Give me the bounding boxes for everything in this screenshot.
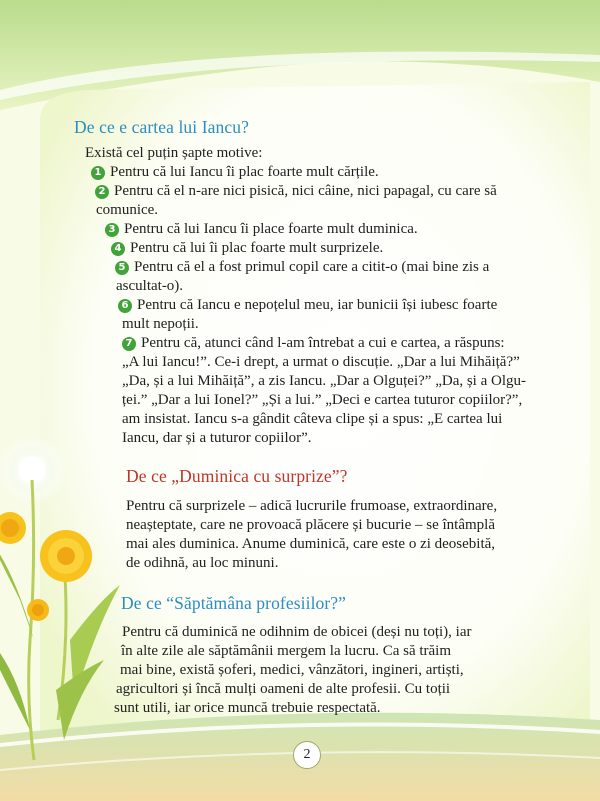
motive-3 [105,220,418,240]
motive-7-line: „A lui Iancu!”. Ce-i drept, a urmat o discuție. „Dar a lui Mihăiță?” [122,354,520,370]
motive-5-continued: ascultat-o). [116,278,184,294]
motive-5 [115,258,489,278]
intro-text: Există cel puțin șapte motive: [85,145,263,161]
motive-text: Pentru că, atunci când l-am întrebat a cui e cartea, a răspuns: [141,335,505,351]
motive-number-badge: 5 [115,261,129,275]
motive-text: Pentru că lui Iancu îi plac foarte mult cărțile. [110,164,379,180]
duminica-line: de odihnă, au loc minuni. [126,555,279,571]
motive-2 [95,182,497,202]
motive-1 [91,163,379,183]
motive-6-continued: mult nepoții. [122,316,199,332]
profesii-line: agricultori și încă mulți oameni de alte profesii. Cu toții [116,681,451,697]
page-number: 2 [293,741,321,769]
motive-7-line: „Da, și a lui Mihăiță”, a zis Iancu. „Dar a Olguței?” „Da, și a Olgu- [122,373,527,389]
duminica-line: neașteptate, care ne provoacă plăcere și bucurie – se întâmplă [126,517,495,533]
profesii-line: Pentru că duminică ne odihnim de obicei (deși nu toți), iar [122,624,472,640]
profesii-line: în alte zile ale săptămânii mergem la lucru. Ca să trăim [121,643,452,659]
duminica-line: Pentru că surprizele – adică lucrurile frumoase, extraordinare, [126,498,498,514]
section-title-cartea: De ce e cartea lui Iancu? [74,117,249,137]
motive-7-line: ței.” „Dar a lui Ionel?” „Și a lui.” „Deci e cartea tuturor copiilor?”, [122,392,523,408]
motive-7-line: Iancu, dar și a tuturor copiilor”. [122,430,312,446]
motive-number-badge: 3 [105,223,119,237]
motive-7 [122,334,505,354]
duminica-line: mai ales duminica. Anume duminică, care este o zi deosebită, [126,536,496,552]
motive-text: Pentru că Iancu e nepoțelul meu, iar bunicii își iubesc foarte [137,297,498,313]
profesii-line: sunt utili, iar orice muncă trebuie respectată. [114,700,381,716]
motive-number-badge: 1 [91,166,105,180]
motive-number-badge: 4 [111,242,125,256]
motive-4 [111,239,383,259]
profesii-line: mai bine, există șoferi, medici, vânzători, ingineri, artiști, [120,662,464,678]
motive-text: Pentru că lui îi plac foarte mult surprizele. [130,240,384,256]
section-title-duminica: De ce „Duminica cu surprize”? [126,466,348,486]
motive-text: Pentru că lui Iancu îi place foarte mult duminica. [124,221,418,237]
motive-7-line: am insistat. Iancu s-a gândit câteva clipe și a spus: „E cartea lui [122,411,503,427]
section-title-profesii: De ce “Săptămâna profesiilor?” [121,593,347,613]
motive-number-badge: 2 [95,185,109,199]
motive-text: Pentru că el n-are nici pisică, nici câine, nici papagal, cu care să [114,183,497,199]
motive-number-badge: 6 [118,299,132,313]
motive-text: Pentru că el a fost primul copil care a citit-o (mai bine zis a [134,259,490,275]
motive-number-badge: 7 [122,337,136,351]
motive-2-continued: comunice. [96,202,159,218]
motive-6 [118,296,497,316]
